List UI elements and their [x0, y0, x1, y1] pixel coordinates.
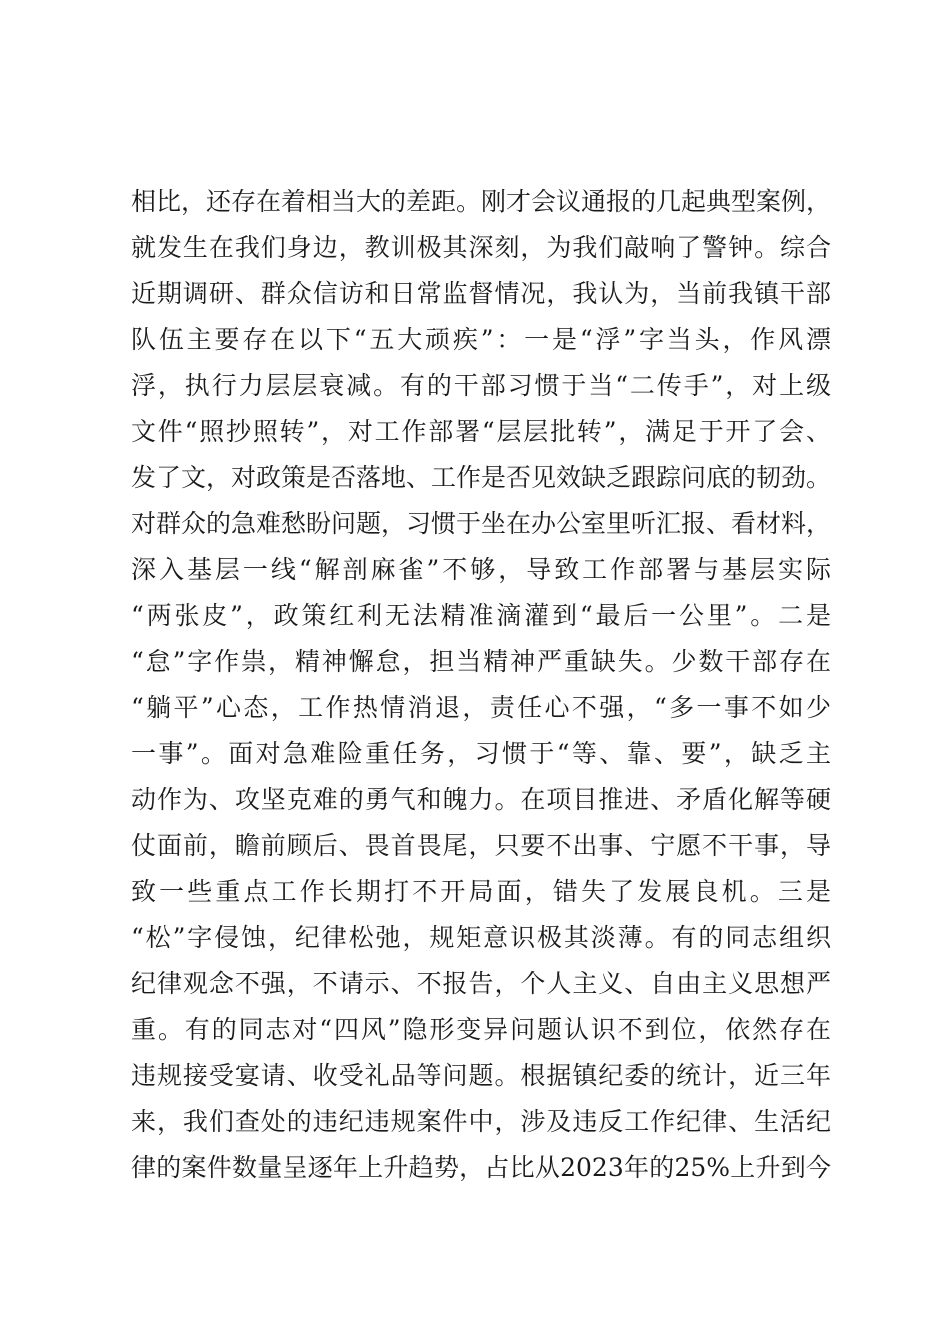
text-line: 就发生在我们身边，教训极其深刻，为我们敲响了警钟。综合 — [131, 233, 831, 262]
text-line: “两张皮”，政策红利无法精准滴灌到“最后一公里”。二是 — [131, 601, 831, 630]
text-line: 一事”。面对急难险重任务，习惯于“等、靠、要”，缺乏主 — [131, 739, 831, 768]
text-line: “松”字侵蚀，纪律松弛，规矩意识极其淡薄。有的同志组织 — [131, 923, 831, 952]
text-line: 近期调研、群众信访和日常监督情况，我认为，当前我镇干部 — [131, 279, 831, 308]
text-line: 动作为、攻坚克难的勇气和魄力。在项目推进、矛盾化解等硬 — [131, 785, 831, 814]
text-line: “躺平”心态，工作热情消退，责任心不强，“多一事不如少 — [131, 693, 831, 722]
text-line: 仗面前，瞻前顾后、畏首畏尾，只要不出事、宁愿不干事，导 — [131, 831, 831, 860]
text-line: 文件“照抄照转”，对工作部署“层层批转”，满足于开了会、 — [131, 417, 831, 446]
text-line: 重。有的同志对“四风”隐形变异问题认识不到位，依然存在 — [131, 1015, 831, 1044]
text-line: 队伍主要存在以下“五大顽疾”：一是“浮”字当头，作风漂 — [131, 325, 831, 354]
text-line: 律的案件数量呈逐年上升趋势，占比从2023年的25%上升到今 — [131, 1153, 831, 1182]
text-line: “怠”字作祟，精神懈怠，担当精神严重缺失。少数干部存在 — [131, 647, 831, 676]
text-line: 违规接受宴请、收受礼品等问题。根据镇纪委的统计，近三年 — [131, 1061, 831, 1090]
text-line: 相比，还存在着相当大的差距。刚才会议通报的几起典型案例， — [131, 187, 831, 216]
text-line: 来，我们查处的违纪违规案件中，涉及违反工作纪律、生活纪 — [131, 1107, 831, 1136]
text-line: 深入基层一线“解剖麻雀”不够，导致工作部署与基层实际 — [131, 555, 831, 584]
text-line: 对群众的急难愁盼问题，习惯于坐在办公室里听汇报、看材料， — [131, 509, 831, 538]
body-text — [131, 179, 831, 1191]
text-line: 浮，执行力层层衰减。有的干部习惯于当“二传手”，对上级 — [131, 371, 831, 400]
text-line: 致一些重点工作长期打不开局面，错失了发展良机。三是 — [131, 877, 831, 906]
text-line: 发了文，对政策是否落地、工作是否见效缺乏跟踪问底的韧劲。 — [131, 463, 831, 492]
text-line: 纪律观念不强，不请示、不报告，个人主义、自由主义思想严 — [131, 969, 831, 998]
